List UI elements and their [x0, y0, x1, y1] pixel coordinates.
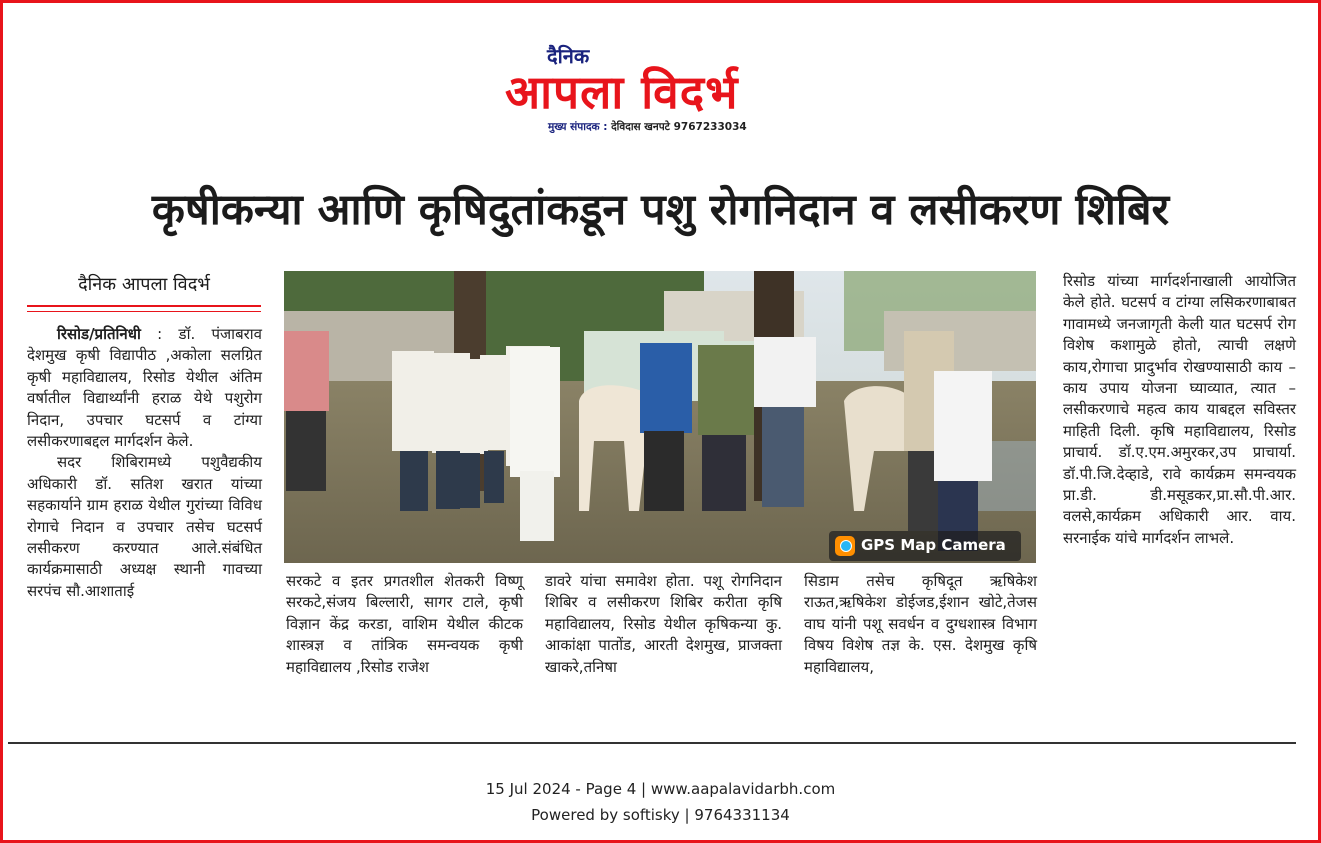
article-column-1 — [27, 324, 262, 602]
gps-watermark — [829, 531, 1021, 561]
column-1-paragraph-2: सदर शिबिरामध्ये पशुवैद्यकीय अधिकारी डॉ. सतिश खरात यांच्या सहकार्याने ग्राम हराळ येथील गुरांच्या विविध रोगाचे निदान व उपचार तसेच घटसर्प लसीकरण करण्यात आले.संबंधित कार्यक्रमासाठी अध्यक्ष स्थानी गावच्या सरपंच सौ.आशाताई — [27, 453, 262, 600]
gps-label: GPS Map Camera — [861, 536, 1006, 554]
editor-label: मुख्य संपादक : — [548, 121, 608, 133]
column-2-text: सरकटे व इतर प्रगतशील शेतकरी विष्णू सरकटे,संजय बिल्लारी, सागर टाले, कृषी विज्ञान केंद्र करडा, वाशिम येथील कीटक शास्त्रज्ञ व तांत्रिक समन्वयक कृषी महाविद्यालय ,रिसोड राजेश — [286, 572, 523, 676]
masthead-editor — [548, 120, 747, 134]
column-1-paragraph-1: : डॉ. पंजाबराव देशमुख कृषी विद्यापीठ ,अकोला सलग्रित कृषी महाविद्यालय, रिसोड येथील अंतिम वर्षातील विद्यार्थ्यांनी हराळ येथे पशुरोग निदान, उपचार घटसर्प व टांग्या लसीकरणाबद्दल मार्गदर्शन केले. — [27, 325, 262, 451]
brand-byline: दैनिक आपला विदर्भ — [78, 274, 210, 295]
article-column-3 — [545, 571, 782, 678]
dateline: रिसोड/प्रतिनिधी — [57, 325, 141, 343]
footer-rule — [8, 742, 1296, 744]
article-photo — [284, 271, 1036, 563]
masthead-small-text: दैनिक — [547, 44, 590, 68]
article-column-5 — [1063, 271, 1296, 549]
column-5-text: रिसोड यांच्या मार्गदर्शनाखाली आयोजित केले होते. घटसर्प व टांग्या लसिकरणाबाबत गावामध्ये जनजागृती केली यात घटसर्प रोग विशेष कशामुळे होतो, त्याची लक्षणे काय,रोगाचा प्रादुर्भाव रोखण्यासाठी काय – काय उपाय योजना घ्याव्यात, त्यात – लसीकरणाचे महत्व काय याबद्दल सविस्तर माहिती दिली. कृषि महाविद्यालय, रिसोड प्राचार्य. डॉ.ए.एम.अमुरकर,उप प्राचार्या. डॉ.पी.जि.देव्हाडे, रावे कार्यक्रम समन्वयक प्रा.डी. डी.मसूडकर,प्रा.सौ.पी.आर. वलसे,कार्यक्रम अधिकारी आर. वाय. सरनाईक यांचे मार्गदर्शन लाभले. — [1063, 272, 1296, 547]
column-3-text: डावरे यांचा समावेश होता. पशू रोगनिदान शिबिर व लसीकरण शिबिर करीता कृषि महाविद्यालय, रिसोड येथील कृषिकन्या कु. आकांक्षा पातोंड, आरती देशमुख, प्राजक्ता खाकरे,तनिषा — [545, 572, 782, 676]
article-column-4 — [804, 571, 1037, 678]
masthead-logo — [500, 38, 830, 138]
photo-scene — [284, 271, 1036, 563]
footer-powered-by: Powered by softisky | 9764331134 — [531, 806, 790, 824]
editor-value: देविदास खनपटे 9767233034 — [611, 121, 747, 133]
footer-date-page: 15 Jul 2024 - Page 4 | www.aapalavidarbh.com — [485, 780, 836, 798]
masthead-title: आपला विदर्भ — [505, 65, 739, 119]
brand-rule-thin — [27, 311, 261, 312]
gps-camera-icon — [835, 536, 855, 556]
brand-rule — [27, 305, 261, 307]
article-column-2 — [286, 571, 523, 678]
column-4-text: सिडाम तसेच कृषिदूत ऋषिकेश राऊत,ऋषिकेश डोईजड,ईशान खोटे,तेजस वाघ यांनी पशू सवर्धन व दुग्धशास्त्र विभाग विषय विशेष तज्ञ के. एस. देशमुख कृषि महाविद्यालय, — [804, 572, 1037, 676]
article-headline: कृषीकन्या आणि कृषिदुतांकडून पशु रोगनिदान व लसीकरण शिबिर — [151, 185, 1170, 235]
